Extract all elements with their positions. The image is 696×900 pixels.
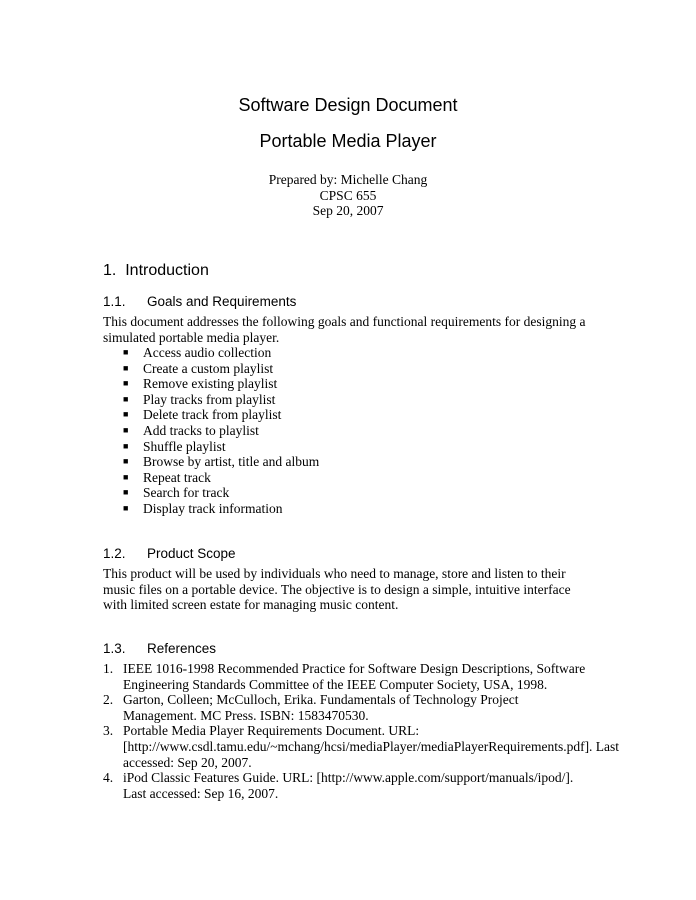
bullet-icon: ■ <box>123 393 129 404</box>
section-number: 1. <box>103 262 117 279</box>
list-item: ■ Create a custom playlist <box>123 360 274 376</box>
reference-number: 2. <box>103 692 114 708</box>
subsection-heading-goals <box>103 294 296 309</box>
prepared-by: Prepared by: Michelle Chang <box>268 172 428 187</box>
paragraph-line: music files on a portable device. The objective is to design a simple, intuitive interface <box>103 581 571 597</box>
subsection-heading-scope <box>103 546 236 561</box>
list-item: ■ Remove existing playlist <box>123 376 278 392</box>
bullet-icon: ■ <box>123 471 129 482</box>
paragraph-line: This document addresses the following goals and functional requirements for designing a <box>103 314 586 329</box>
reference-number: 4. <box>103 770 114 786</box>
prepared-block <box>0 172 696 219</box>
document-date: Sep 20, 2007 <box>312 203 384 219</box>
paragraph-line: simulated portable media player. <box>103 329 280 345</box>
list-item: ■ Display track information <box>123 500 283 516</box>
subsection-title: Goals and Requirements <box>147 294 297 309</box>
bullet-icon: ■ <box>123 502 129 513</box>
subsection-number: 1.1. <box>103 294 126 309</box>
subsection-number: 1.2. <box>103 546 126 561</box>
requirements-list <box>123 345 319 517</box>
course-code: CPSC 655 <box>319 187 377 203</box>
scope-paragraph <box>103 566 603 613</box>
bullet-icon: ■ <box>123 347 129 357</box>
reference-item: 2. Garton, Colleen; McCulloch, Erika. Fundamentals of Technology Project Management. MC Press. ISBN: 1583470530. <box>103 692 519 723</box>
paragraph-line: This product will be used by individuals who need to manage, store and listen to their <box>103 566 566 581</box>
reference-number: 1. <box>103 661 114 676</box>
list-item: ■ Access audio collection <box>123 345 272 360</box>
list-item: ■ Repeat track <box>123 469 211 485</box>
goals-intro-paragraph <box>103 314 603 345</box>
reference-item: 4. iPod Classic Features Guide. URL: [http://www.apple.com/support/manuals/ipod/]. Last accessed: Sep 16, 2007. <box>103 770 574 801</box>
document-title: Software Design Document <box>238 95 458 115</box>
reference-item: 1. IEEE 1016-1998 Recommended Practice for Software Design Descriptions, Software Engineering Standards Committee of the IEEE Computer Society, USA, 1998. <box>103 661 586 692</box>
bullet-icon: ■ <box>123 440 129 451</box>
bullet-icon: ■ <box>123 424 129 435</box>
paragraph-line: with limited screen estate for managing music content. <box>103 597 399 613</box>
subsection-heading-references <box>103 641 216 656</box>
bullet-icon: ■ <box>123 409 129 420</box>
subsection-number: 1.3. <box>103 641 126 656</box>
list-item: ■ Browse by artist, title and album <box>123 454 320 470</box>
list-item: ■ Play tracks from playlist <box>123 391 276 407</box>
section-title: Introduction <box>125 262 209 279</box>
list-item: ■ Add tracks to playlist <box>123 422 259 438</box>
bullet-icon: ■ <box>123 456 129 467</box>
list-item: ■ Shuffle playlist <box>123 438 226 454</box>
subsection-title: References <box>147 641 217 656</box>
bullet-icon: ■ <box>123 487 129 498</box>
document-subtitle: Portable Media Player <box>259 131 437 151</box>
references-list <box>103 661 619 801</box>
bullet-icon: ■ <box>123 362 129 373</box>
bullet-icon: ■ <box>123 378 129 389</box>
list-item: ■ Delete track from playlist <box>123 407 282 423</box>
subsection-title: Product Scope <box>147 546 236 561</box>
section-heading-introduction <box>103 262 209 280</box>
reference-item: 3. Portable Media Player Requirements Document. URL: [http://www.csdl.tamu.edu/~mchang/hcsi/mediaPlayer/mediaPlayerRequirements.pdf]. Last accessed: Sep 20, 2007. <box>103 723 620 770</box>
reference-number: 3. <box>103 723 114 739</box>
list-item: ■ Search for track <box>123 485 230 501</box>
